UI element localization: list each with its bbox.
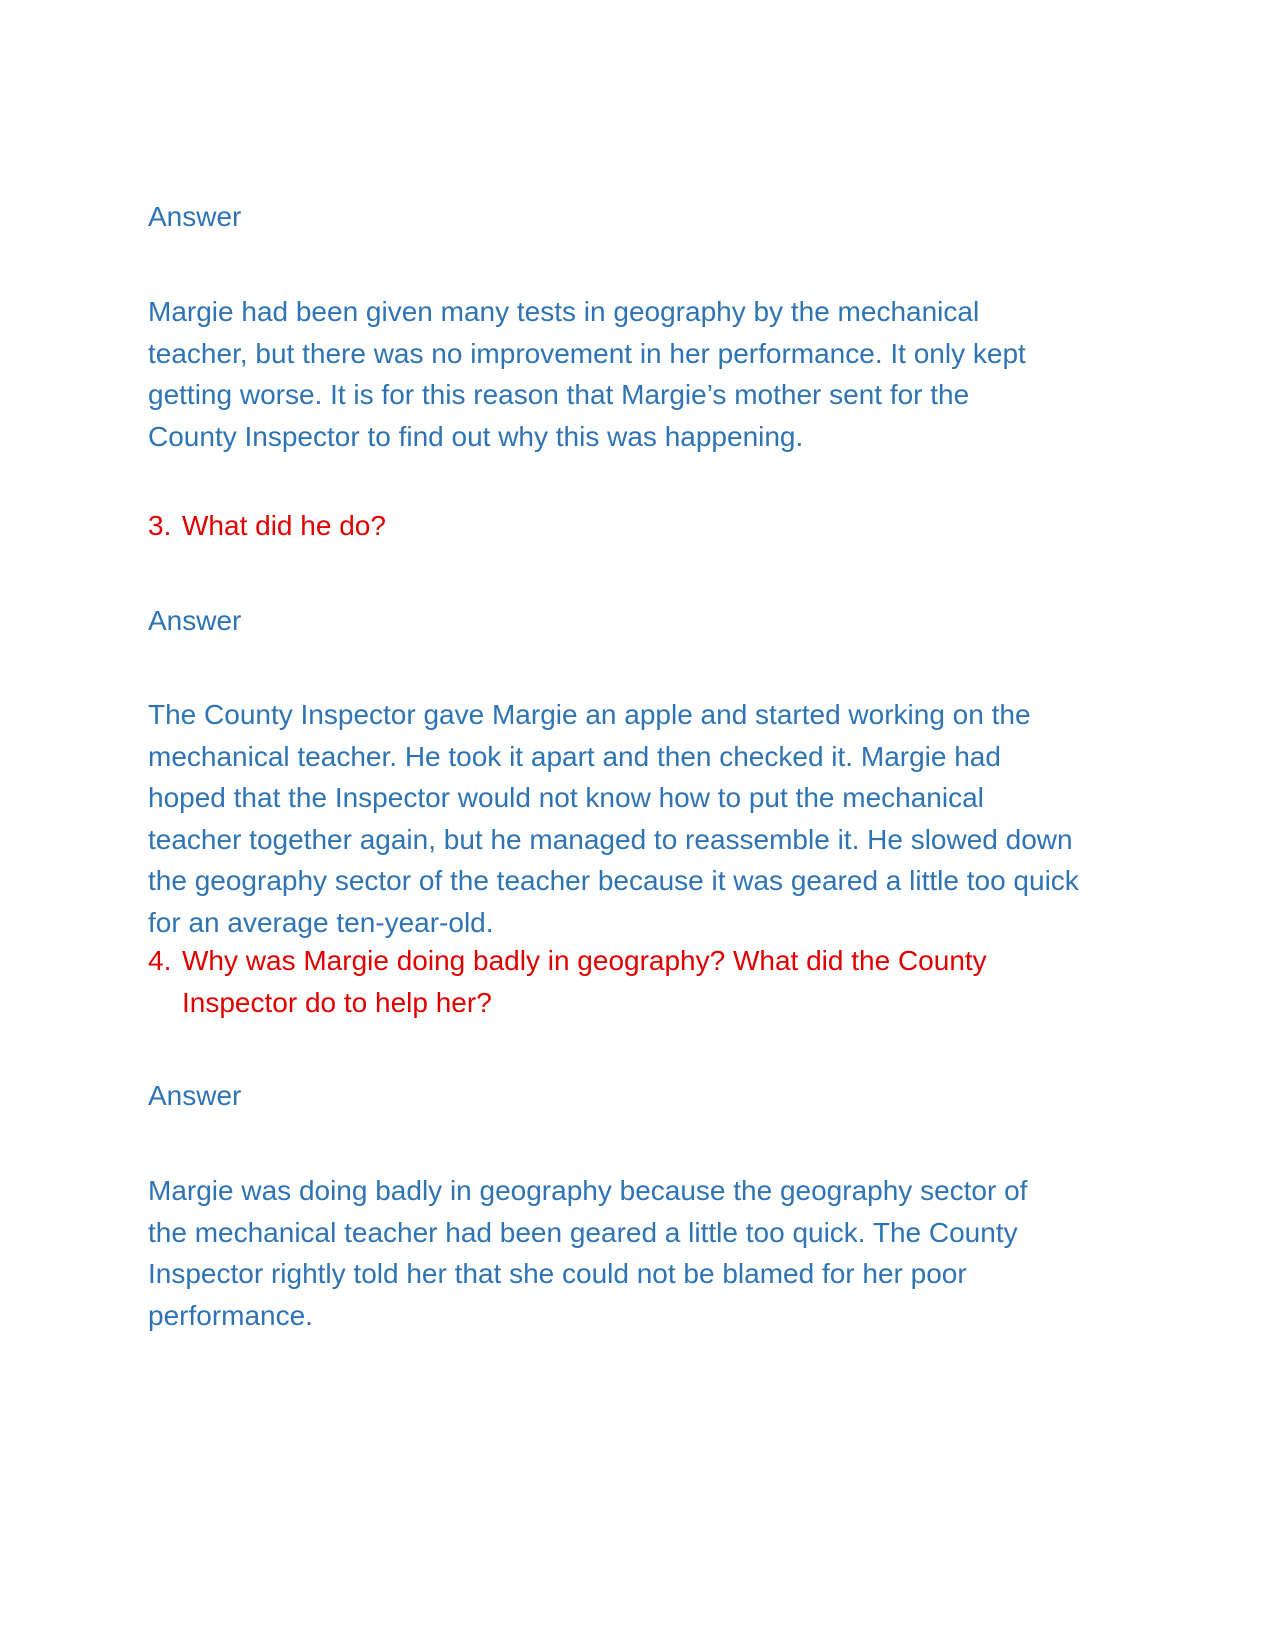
question-4-number: 4. (148, 945, 172, 976)
question-4 (148, 940, 1028, 1023)
question-3 (148, 505, 1078, 547)
answer-body-2: The County Inspector gave Margie an apple and started working on the mechanical teacher. He took it apart and then checked it. Margie had hoped that the Inspector would not know how to put the mechanical teacher together again, but he managed to reassemble it. He slowed down the geography sector of the teacher because it was geared a little too quick for an average ten-year-old. (148, 699, 1079, 938)
question-3-text: What did he do? (182, 510, 386, 541)
answer-label-1: Answer (148, 201, 242, 232)
answer-body-1: Margie had been given many tests in geography by the mechanical teacher, but there was no improvement in her performance. It only kept getting worse. It is for this reason that Margie’s mother sent for the County Inspector to find out why this was happening. (148, 296, 1026, 452)
answer-label-2: Answer (148, 605, 242, 636)
answer-body-3: Margie was doing badly in geography because the geography sector of the mechanical teacher had been geared a little too quick. The County Inspector rightly told her that she could not be blamed for her poor performance. (148, 1175, 1028, 1331)
answer-label-3: Answer (148, 1080, 242, 1111)
question-4-text: Why was Margie doing badly in geography? What did the County Inspector do to help her? (182, 945, 987, 1018)
question-3-number: 3. (148, 510, 172, 541)
